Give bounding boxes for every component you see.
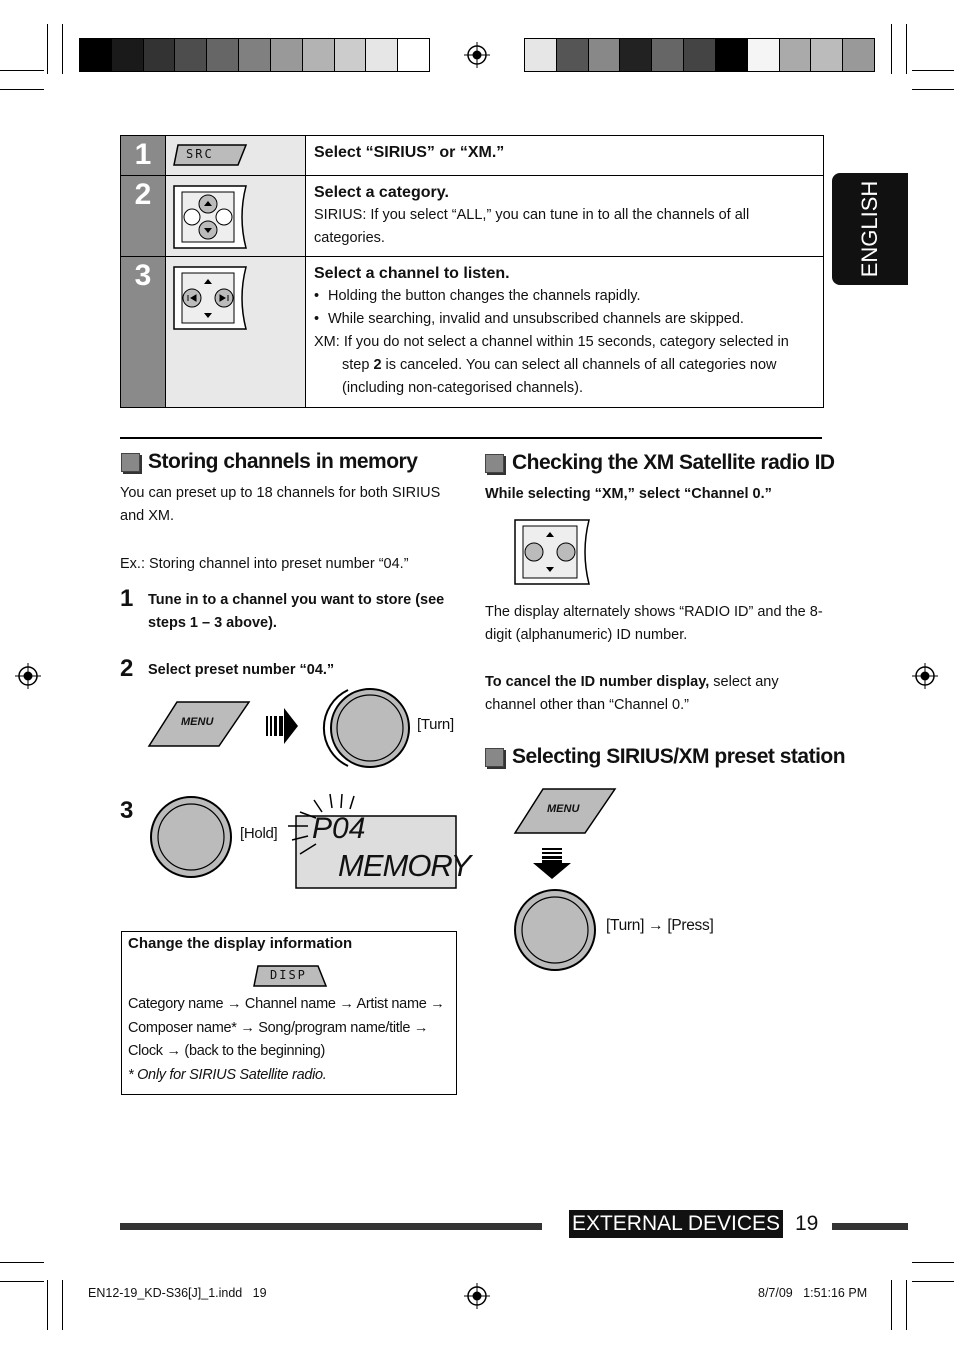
crop-mark xyxy=(47,24,48,74)
xm-note: XM: If you do not select a channel within 15 seconds, category selected in step 2 is canceled. You can select all channels of all categories now (including non-categorised channels). xyxy=(314,334,789,396)
footer-timestamp: 8/7/09 1:51:16 PM xyxy=(758,1286,868,1300)
step-number: 2 xyxy=(121,176,166,256)
crop-mark xyxy=(906,24,907,74)
crop-mark xyxy=(906,1280,907,1330)
hold-knob-icon[interactable] xyxy=(149,795,233,879)
step-heading: Select “SIRIUS” or “XM.” xyxy=(314,144,505,161)
footer-rule-right xyxy=(832,1223,908,1230)
table-row xyxy=(121,176,823,257)
lcd-memory-text: MEMORY xyxy=(338,848,471,883)
menu-button-label: MENU xyxy=(181,716,214,728)
xm-id-cancel: To cancel the ID number display, select any channel other than “Channel 0.” xyxy=(485,674,779,713)
registration-mark-icon xyxy=(462,1281,492,1311)
crop-mark xyxy=(0,1262,44,1263)
xm-id-instruction: While selecting “XM,” select “Channel 0.” xyxy=(485,486,772,502)
step-number: 3 xyxy=(120,797,134,824)
footer-filename: EN12-19_KD-S36[J]_1.indd 19 xyxy=(88,1286,267,1300)
table-row xyxy=(121,136,823,176)
crop-mark xyxy=(912,70,954,71)
crop-mark xyxy=(0,1281,44,1282)
step-body: SIRIUS: If you select “ALL,” you can tune in to all the channels of all categories. xyxy=(314,207,750,246)
arrow-right-icon xyxy=(266,706,300,746)
section-square-icon xyxy=(485,748,504,767)
src-button-label: SRC xyxy=(186,147,214,161)
turn-label: [Turn] xyxy=(417,716,454,733)
crop-mark xyxy=(0,89,44,90)
turn-press-label: [Turn] → [Press] xyxy=(606,917,714,934)
storing-example: Ex.: Storing channel into preset number “04.” xyxy=(120,556,409,572)
display-info-box xyxy=(121,931,457,1095)
storing-intro: You can preset up to 18 channels for both SIRIUS and XM. xyxy=(120,485,441,524)
section-square-icon xyxy=(121,453,140,472)
display-info-title: Change the display information xyxy=(128,935,353,952)
crop-mark xyxy=(912,89,954,90)
crop-mark xyxy=(47,1280,48,1330)
xm-id-body: The display alternately shows “RADIO ID” and the 8-digit (alphanumeric) ID number. xyxy=(485,604,823,643)
control-pad-updown-icon xyxy=(172,184,248,250)
step-number: 2 xyxy=(120,655,134,682)
step-number: 3 xyxy=(121,257,166,407)
storing-step1-text: Tune in to a channel you want to store (see steps 1 – 3 above). xyxy=(148,592,445,631)
step-number: 1 xyxy=(120,585,134,612)
language-tab: ENGLISH xyxy=(832,173,908,285)
steps-table xyxy=(120,135,824,408)
list-item: • While searching, invalid and unsubscribed channels are skipped. xyxy=(314,308,815,331)
crop-mark xyxy=(912,1281,954,1282)
grayscale-bar-left xyxy=(79,38,430,72)
crop-mark xyxy=(891,24,892,74)
grayscale-bar-right xyxy=(524,38,875,72)
display-info-sequence: Category name → Channel name → Artist name → Composer name* → Song/program name/title → Clock → (back to the beginning) * Only for SIRIUS Satellite radio. xyxy=(128,996,445,1083)
step-icon-cell xyxy=(166,136,306,175)
footer-section-label: EXTERNAL DEVICES xyxy=(569,1210,783,1238)
footer-rule-left xyxy=(120,1223,542,1230)
page-number: 19 xyxy=(795,1212,819,1235)
section-square-icon xyxy=(485,454,504,473)
step-icon-cell xyxy=(166,257,306,407)
menu-button-label: MENU xyxy=(547,803,580,815)
step-heading: Select a channel to listen. xyxy=(314,265,510,282)
crop-mark xyxy=(62,24,63,74)
registration-mark-icon xyxy=(13,661,43,691)
step-icon-cell xyxy=(166,176,306,256)
registration-mark-icon xyxy=(910,661,940,691)
section-title-xm-id: Checking the XM Satellite radio ID xyxy=(485,451,835,475)
crop-mark xyxy=(891,1280,892,1330)
list-item: • Holding the button changes the channels rapidly. xyxy=(314,285,815,308)
crop-mark xyxy=(912,1262,954,1263)
section-divider xyxy=(120,437,822,439)
lcd-preset-text: P04 xyxy=(312,812,366,845)
step-number: 1 xyxy=(121,136,166,175)
disp-button-label: DISP xyxy=(270,968,307,982)
storing-step2-text: Select preset number “04.” xyxy=(148,662,335,678)
turn-press-knob-icon[interactable] xyxy=(513,888,597,972)
registration-mark-icon xyxy=(462,40,492,70)
step-heading: Select a category. xyxy=(314,184,449,201)
control-pad-leftright-icon[interactable] xyxy=(513,518,593,586)
hold-label: [Hold] xyxy=(240,825,278,842)
crop-mark xyxy=(62,1280,63,1330)
arrow-down-icon xyxy=(532,848,572,880)
table-row xyxy=(121,257,823,407)
turn-knob-icon[interactable] xyxy=(318,684,412,772)
section-title-storing: Storing channels in memory xyxy=(121,450,417,474)
control-pad-leftright-icon xyxy=(172,265,248,331)
crop-mark xyxy=(0,70,44,71)
section-title-preset: Selecting SIRIUS/XM preset station xyxy=(485,745,845,769)
